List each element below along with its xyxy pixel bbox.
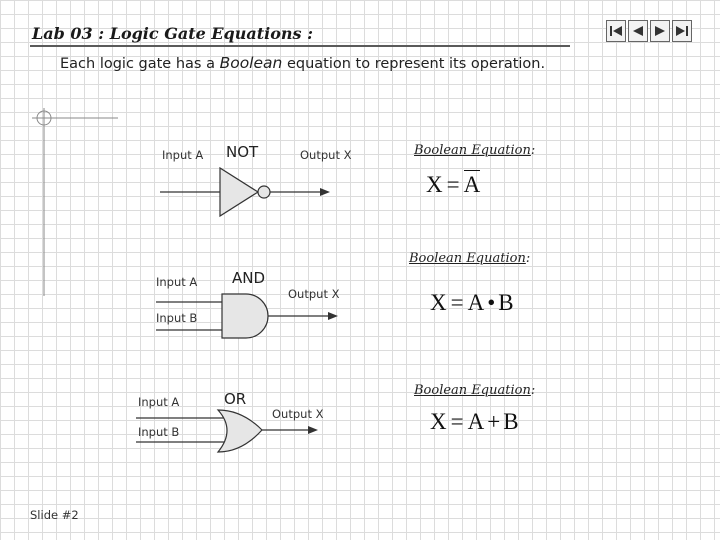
or-output-label: Output X [272, 407, 324, 421]
or-equation-label-text: Boolean Equation [414, 383, 531, 398]
not-gate-symbol [220, 168, 258, 216]
not-formula [426, 170, 480, 198]
not-equation-label-text: Boolean Equation [414, 143, 531, 158]
or-gate-label: OR [224, 390, 247, 408]
or-formula [430, 409, 519, 435]
and-gate-diagram [150, 286, 350, 356]
not-gate-label: NOT [226, 143, 259, 161]
and-equation-colon: : [525, 251, 531, 266]
subtitle-text-before: Each logic gate has a [60, 56, 220, 72]
not-input-a-label: Input A [162, 148, 204, 162]
and-formula-a: A [467, 290, 485, 315]
or-formula-equals: = [450, 409, 464, 434]
and-input-b-label: Input B [156, 311, 198, 325]
not-equation-label [414, 143, 535, 158]
not-equation-colon: : [530, 143, 536, 158]
and-output-label: Output X [288, 287, 340, 301]
and-equation-label-text: Boolean Equation [409, 251, 526, 266]
or-equation-colon: : [530, 383, 536, 398]
and-formula [430, 290, 514, 316]
not-formula-equals: = [446, 172, 460, 197]
subtitle-text-after: equation to represent its operation. [282, 56, 546, 72]
not-formula-rhs: A [463, 172, 481, 197]
or-formula-plus: + [487, 409, 501, 434]
and-output-arrow [328, 312, 338, 320]
not-formula-lhs: X [426, 172, 443, 197]
subtitle-emphasis: Boolean [219, 54, 283, 72]
or-formula-b: B [503, 409, 519, 434]
slide-number: Slide #2 [30, 508, 79, 522]
or-output-arrow [308, 426, 318, 434]
or-gate-symbol [218, 410, 262, 452]
not-output-arrow [320, 188, 330, 196]
or-input-a-label: Input A [138, 395, 180, 409]
or-gate-diagram [130, 400, 330, 470]
and-formula-dot: • [487, 290, 496, 315]
and-formula-lhs: X [430, 290, 447, 315]
and-gate-symbol [222, 294, 268, 338]
and-formula-equals: = [450, 290, 464, 315]
and-gate-label: AND [232, 269, 266, 287]
or-formula-a: A [467, 409, 485, 434]
or-formula-lhs: X [430, 409, 447, 434]
and-equation-label [409, 251, 530, 266]
not-inversion-bubble [258, 186, 270, 198]
not-output-label: Output X [300, 148, 352, 162]
and-formula-b: B [498, 290, 514, 315]
not-gate-diagram [160, 160, 340, 220]
or-equation-label [414, 383, 535, 398]
slide-title: Lab 03 : Logic Gate Equations : [32, 24, 313, 43]
and-input-a-label: Input A [156, 275, 198, 289]
or-input-b-label: Input B [138, 425, 180, 439]
